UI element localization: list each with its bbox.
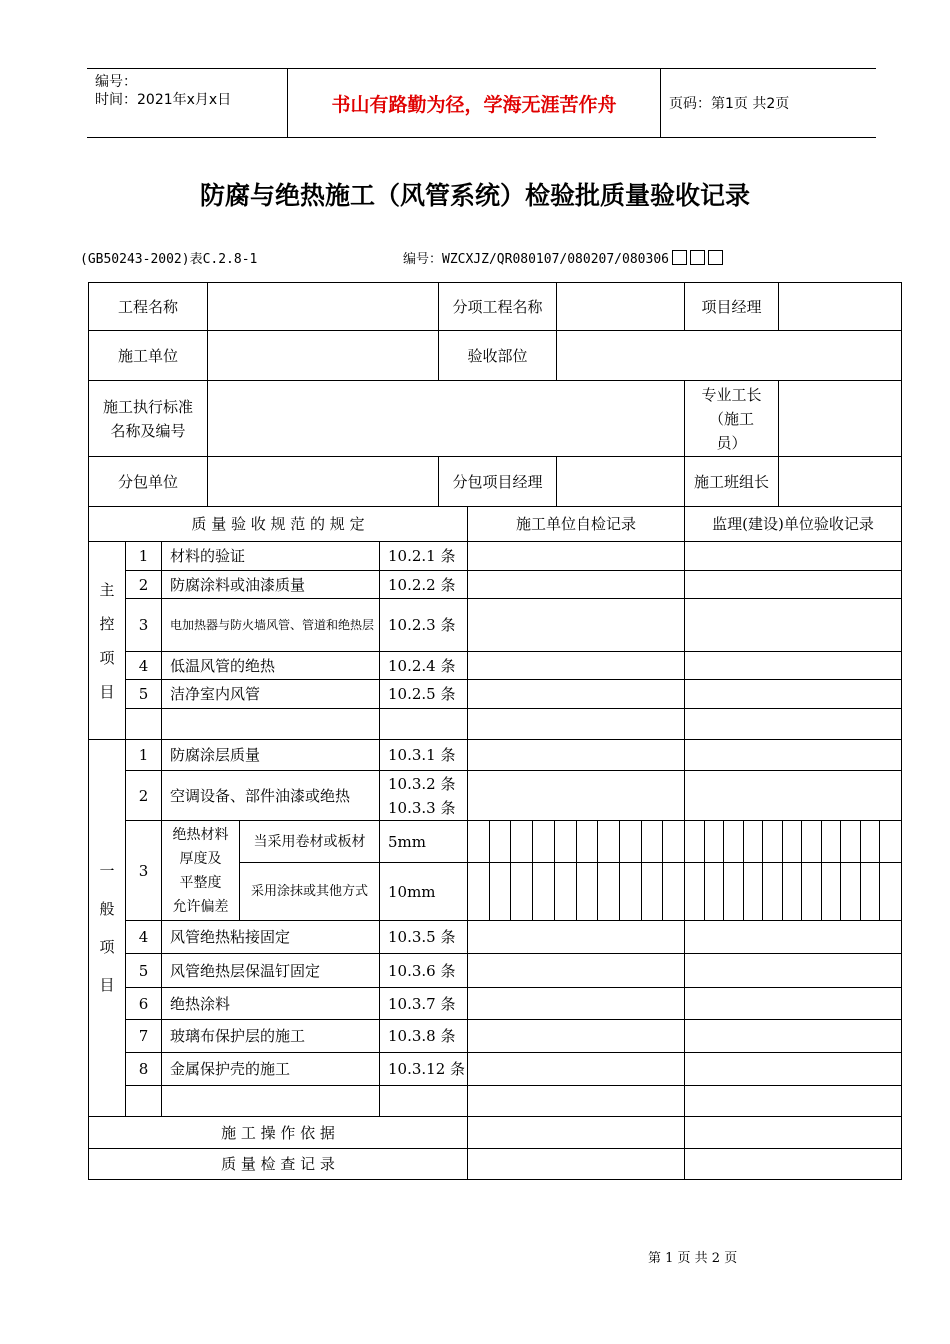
label-standard: 施工执行标准 名称及编号 [88,380,208,457]
row-number: 7 [125,1019,162,1053]
row-number: 4 [125,920,162,954]
self-check-cell[interactable] [467,953,685,988]
row-clause: 10.3.12 条 [379,1052,468,1086]
row-clause: 10.2.5 条 [379,679,468,709]
tolerance-val-a: 5mm [379,820,468,863]
blank-cell [125,708,162,740]
row-item: 风管绝热粘接固定 [161,920,380,954]
measure-cell[interactable] [801,820,822,863]
supervision-cell[interactable] [684,920,902,954]
measure-cell[interactable] [554,820,577,863]
measure-cell[interactable] [684,862,705,921]
label-operation-basis: 施 工 操 作 依 据 [88,1116,468,1149]
measure-cell[interactable] [821,820,841,863]
self-check-cell[interactable] [467,920,685,954]
measure-cell[interactable] [782,820,802,863]
supervision-cell[interactable] [684,1019,902,1053]
value-operation-basis[interactable] [467,1116,685,1149]
tolerance-label: 绝热材料 厚度及 平整度 允许偏差 [161,820,240,921]
row-number: 6 [125,987,162,1020]
blank-cell [161,1085,380,1117]
supervision-cell[interactable] [684,598,902,652]
row-number: 1 [125,739,162,771]
measure-cell[interactable] [489,862,511,921]
row-number: 8 [125,1052,162,1086]
row-number: 1 [125,541,162,571]
measure-cell[interactable] [782,862,802,921]
row-clause: 10.2.4 条 [379,651,468,680]
row-item: 防腐涂层质量 [161,739,380,771]
value-sub-pm[interactable] [556,456,685,507]
measure-cell[interactable] [597,820,620,863]
row-clause: 10.2.2 条 [379,570,468,599]
label-sub-project: 分项工程名称 [438,282,557,331]
row-item: 低温风管的绝热 [161,651,380,680]
supervision-cell[interactable] [684,739,902,771]
measure-cell[interactable] [879,862,902,921]
measure-cell[interactable] [510,862,533,921]
self-check-cell[interactable] [467,651,685,680]
page-footer: 第 1 页 共 2 页 [648,1251,738,1266]
value-operation-basis-2[interactable] [684,1116,902,1149]
col-spec: 质 量 验 收 规 范 的 规 定 [88,506,468,542]
self-check-cell[interactable] [467,598,685,652]
supervision-cell[interactable] [684,651,902,680]
row-number: 3 [125,820,162,921]
measure-cell[interactable] [723,820,744,863]
row-clause: 10.2.1 条 [379,541,468,571]
value-quality-record[interactable] [467,1148,685,1180]
value-quality-record-2[interactable] [684,1148,902,1180]
doc-number: 编号：WZCXJZ/QR080107/080207/080306 [403,252,669,267]
page-info: 页码：第1页 共2页 [669,96,790,112]
measure-cell[interactable] [467,862,490,921]
label-sub-pm: 分包项目经理 [438,456,557,507]
measure-cell[interactable] [532,820,555,863]
row-clause: 10.3.5 条 [379,920,468,954]
row-item: 金属保护壳的施工 [161,1052,380,1086]
measure-cell[interactable] [619,862,642,921]
label-construction-unit: 施工单位 [88,330,208,381]
supervision-cell[interactable] [684,679,902,709]
measure-cell[interactable] [510,820,533,863]
row-number: 4 [125,651,162,680]
measure-cell[interactable] [597,862,620,921]
main-items-label: 主 控 项 目 [88,541,126,740]
col-supervision: 监理(建设)单位验收记录 [684,506,902,542]
blank-cell [379,708,468,740]
self-check-cell[interactable] [467,570,685,599]
measure-cell[interactable] [641,820,663,863]
row-item: 洁净室内风管 [161,679,380,709]
measure-cell[interactable] [704,862,724,921]
supervision-cell[interactable] [684,953,902,988]
self-check-cell[interactable] [467,987,685,1020]
measure-cell[interactable] [840,862,861,921]
measure-cell[interactable] [467,820,490,863]
measure-cell[interactable] [840,820,861,863]
label-project-manager: 项目经理 [684,282,779,331]
self-check-cell[interactable] [467,770,685,821]
label-acceptance-part: 验收部位 [438,330,557,381]
measure-cell[interactable] [554,862,577,921]
document-title: 防腐与绝热施工（风管系统）检验批质量验收记录 [199,181,750,210]
value-subcontractor[interactable] [207,456,439,507]
measure-cell[interactable] [489,820,511,863]
row-item: 风管绝热层保温钉固定 [161,953,380,988]
value-project-manager[interactable] [778,282,902,331]
measure-cell[interactable] [619,820,642,863]
supervision-cell[interactable] [684,770,902,821]
value-team-leader[interactable] [778,456,902,507]
row-number: 3 [125,598,162,652]
supervision-cell[interactable] [684,987,902,1020]
label-foreman: 专业工长 （施工 员） [684,380,779,457]
measure-cell[interactable] [576,862,598,921]
measure-cell[interactable] [704,820,724,863]
row-number: 2 [125,570,162,599]
measure-cell[interactable] [801,862,822,921]
row-clause: 10.2.3 条 [379,598,468,652]
blank-cell [161,708,380,740]
value-construction-unit[interactable] [207,330,439,381]
label-team-leader: 施工班组长 [684,456,779,507]
row-item: 材料的验证 [161,541,380,571]
row-number: 2 [125,770,162,821]
supervision-cell[interactable] [684,541,902,571]
label-quality-record: 质 量 检 查 记 录 [88,1148,468,1180]
measure-cell[interactable] [576,820,598,863]
self-check-cell[interactable] [467,739,685,771]
value-foreman[interactable] [778,380,902,457]
measure-cell[interactable] [532,862,555,921]
blank-cell[interactable] [684,1085,902,1117]
time-label: 时间：2021年x月x日 [95,92,232,108]
row-clause: 10.3.2 条 10.3.3 条 [379,770,468,821]
tolerance-val-b: 10mm [379,862,468,921]
col-self-check: 施工单位自检记录 [467,506,685,542]
value-sub-project[interactable] [556,282,685,331]
measure-cell[interactable] [879,820,902,863]
label-project-name: 工程名称 [88,282,208,331]
row-clause: 10.3.6 条 [379,953,468,988]
row-item: 电加热器与防火墙风管、管道和绝热层 [161,598,380,652]
general-items-label: 一 般 项 目 [88,739,126,1117]
measure-cell[interactable] [662,820,685,863]
row-item: 玻璃布保护层的施工 [161,1019,380,1053]
row-number: 5 [125,679,162,709]
blank-cell[interactable] [467,1085,685,1117]
tolerance-sub-b: 采用涂抹或其他方式 [239,862,380,921]
measure-cell[interactable] [762,820,783,863]
measure-cell[interactable] [723,862,744,921]
row-clause: 10.3.8 条 [379,1019,468,1053]
blank-cell [379,1085,468,1117]
supervision-cell[interactable] [684,570,902,599]
row-item: 绝热涂料 [161,987,380,1020]
value-project-name[interactable] [207,282,439,331]
value-standard[interactable] [207,380,685,457]
measure-cell[interactable] [662,862,685,921]
row-clause: 10.3.7 条 [379,987,468,1020]
measure-cell[interactable] [762,862,783,921]
self-check-cell[interactable] [467,1019,685,1053]
measure-cell[interactable] [860,862,880,921]
blank-cell[interactable] [684,708,902,740]
measure-cell[interactable] [684,820,705,863]
tolerance-sub-a: 当采用卷材或板材 [239,820,380,863]
row-item: 空调设备、部件油漆或绝热 [161,770,380,821]
blank-cell [125,1085,162,1117]
standard-ref: (GB50243-2002)表C.2.8-1 [80,252,258,267]
row-clause: 10.3.1 条 [379,739,468,771]
self-check-cell[interactable] [467,541,685,571]
measure-cell[interactable] [821,862,841,921]
number-label: 编号： [95,74,137,90]
row-number: 5 [125,953,162,988]
measure-cell[interactable] [743,862,763,921]
self-check-cell[interactable] [467,1052,685,1086]
row-item: 防腐涂料或油漆质量 [161,570,380,599]
value-acceptance-part[interactable] [556,330,902,381]
blank-cell[interactable] [467,708,685,740]
supervision-cell[interactable] [684,1052,902,1086]
measure-cell[interactable] [860,820,880,863]
self-check-cell[interactable] [467,679,685,709]
measure-cell[interactable] [641,862,663,921]
label-subcontractor: 分包单位 [88,456,208,507]
motto: 书山有路勤为径，学海无涯苦作舟 [288,69,661,137]
measure-cell[interactable] [743,820,763,863]
